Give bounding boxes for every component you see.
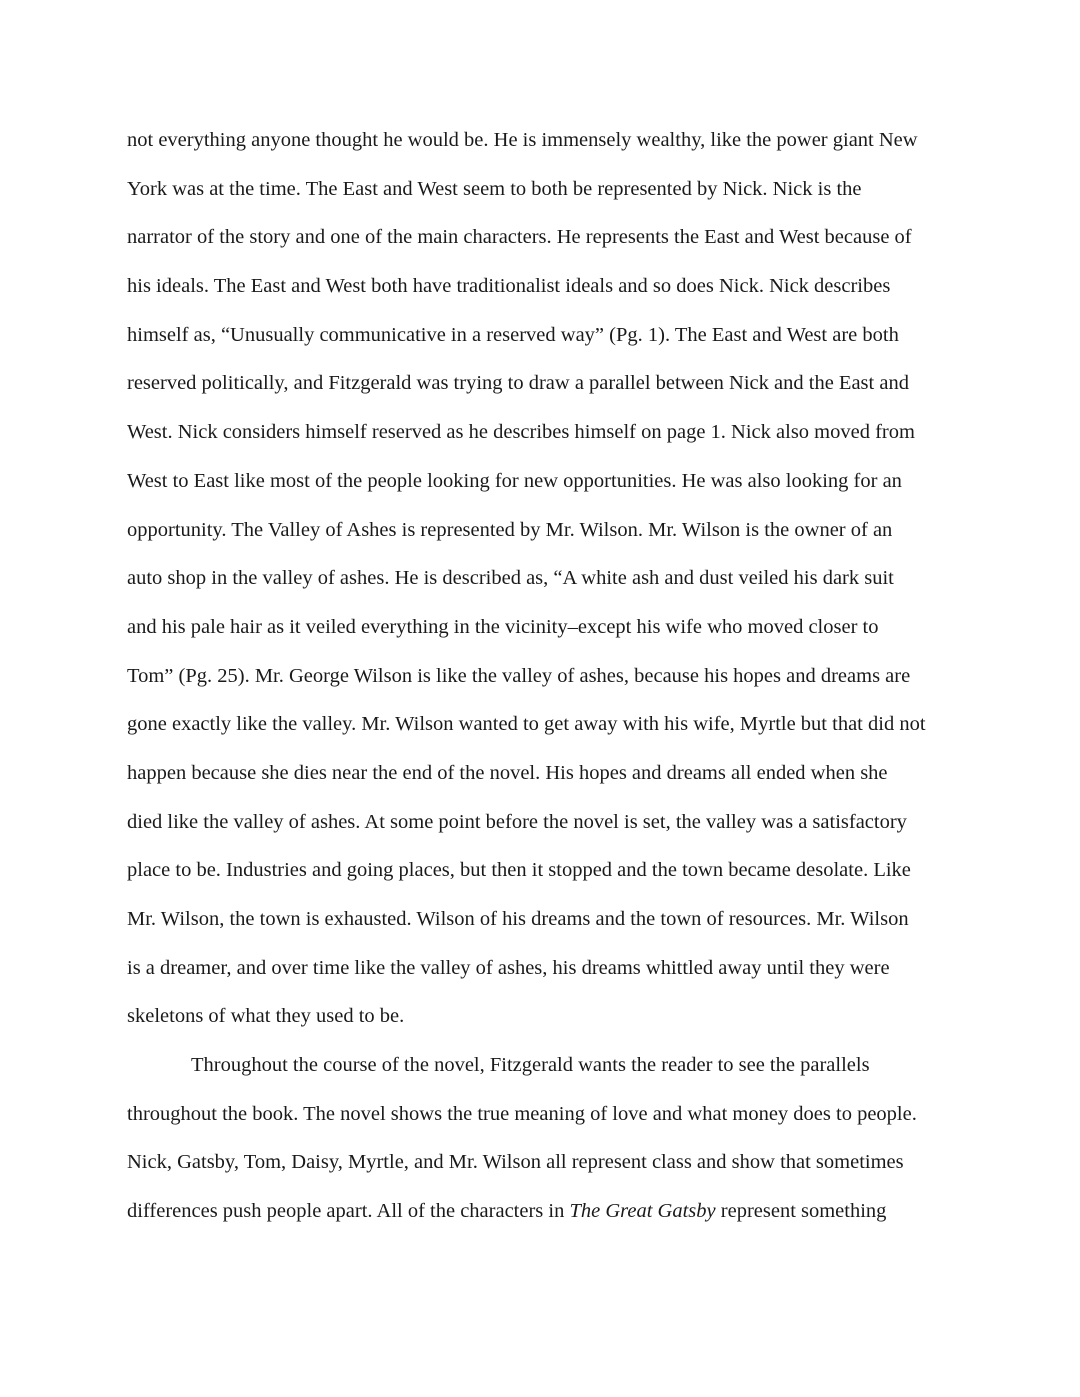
essay-body	[127, 116, 967, 1236]
text-line: skeletons of what they used to be.	[127, 1005, 405, 1028]
text-line: his ideals. The East and West both have traditionalist ideals and so does Nick. Nick describes	[127, 275, 891, 298]
text-line-with-title	[127, 1187, 967, 1236]
text-line: is a dreamer, and over time like the valley of ashes, his dreams whittled away until they were	[127, 956, 890, 979]
text-line: York was at the time. The East and West seem to both be represented by Nick. Nick is the	[127, 177, 862, 200]
text-line: Tom” (Pg. 25). Mr. George Wilson is like the valley of ashes, because his hopes and dreams are	[127, 664, 911, 687]
text-line: place to be. Industries and going places, but then it stopped and the town became desolate. Like	[127, 859, 911, 882]
text-line: and his pale hair as it veiled everything in the vicinity–except his wife who moved closer to	[127, 615, 879, 638]
text-line: died like the valley of ashes. At some point before the novel is set, the valley was a satisfactory	[127, 810, 907, 833]
text-line: reserved politically, and Fitzgerald was trying to draw a parallel between Nick and the East and	[127, 372, 909, 395]
text-line: Mr. Wilson, the town is exhausted. Wilson of his dreams and the town of resources. Mr. Wilson	[127, 908, 909, 930]
text-line: West. Nick considers himself reserved as he describes himself on page 1. Nick also moved from	[127, 421, 915, 444]
text-line: narrator of the story and one of the main characters. He represents the East and West because of	[127, 226, 912, 249]
text-line: auto shop in the valley of ashes. He is described as, “A white ash and dust veiled his dark suit	[127, 567, 894, 590]
text-line: gone exactly like the valley. Mr. Wilson wanted to get away with his wife, Myrtle but that did not	[127, 713, 926, 736]
text-line: himself as, “Unusually communicative in a reserved way” (Pg. 1). The East and West are both	[127, 323, 899, 346]
paragraph-1	[127, 116, 967, 1041]
text-span: differences push people apart. All of the characters in	[127, 1200, 570, 1223]
paragraph-2	[127, 1041, 967, 1236]
text-span: represent something	[715, 1200, 887, 1223]
text-line: West to East like most of the people looking for new opportunities. He was also looking for an	[127, 469, 902, 492]
text-line: happen because she dies near the end of the novel. His hopes and dreams all ended when she	[127, 761, 888, 784]
text-line: Nick, Gatsby, Tom, Daisy, Myrtle, and Mr. Wilson all represent class and show that sometimes	[127, 1151, 904, 1174]
text-line: not everything anyone thought he would be. He is immensely wealthy, like the power giant New	[127, 129, 918, 151]
text-line: throughout the book. The novel shows the true meaning of love and what money does to people.	[127, 1102, 917, 1125]
text-line-indented: Throughout the course of the novel, Fitzgerald wants the reader to see the parallels	[191, 1054, 870, 1077]
book-title: The Great Gatsby	[569, 1200, 716, 1223]
text-line: opportunity. The Valley of Ashes is represented by Mr. Wilson. Mr. Wilson is the owner of an	[127, 518, 893, 541]
